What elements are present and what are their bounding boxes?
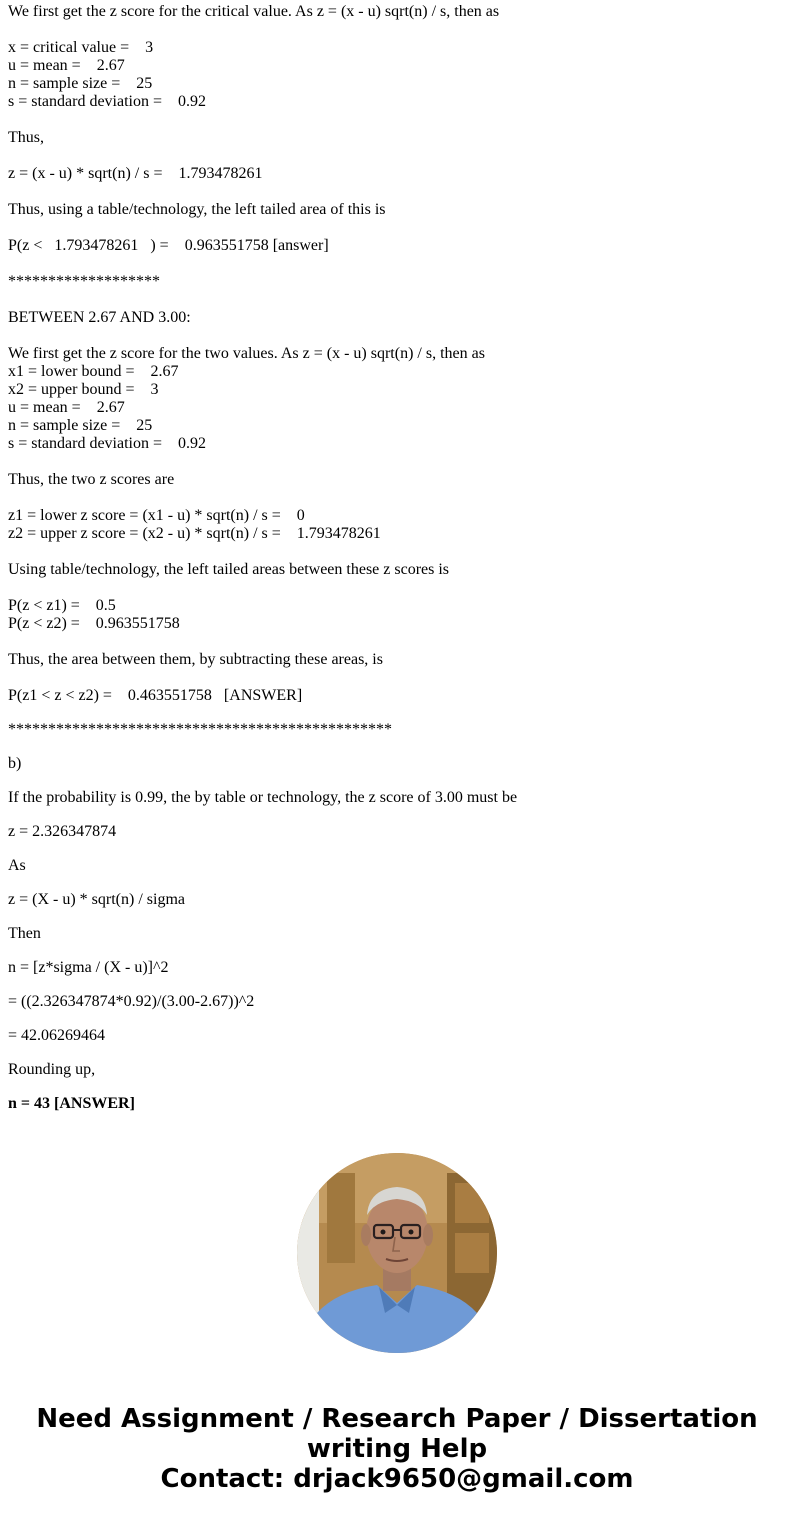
between-inputs — [8, 363, 778, 453]
probability-answer-line: P(z < 1.793478261 ) = 0.963551758 [answer] — [8, 237, 329, 254]
left-tail-text: Thus, using a table/technology, the left tailed area of this is — [8, 201, 386, 218]
p-z1-line: P(z < z1) = 0.5 — [8, 597, 116, 614]
z-score-line: z = (x - u) * sqrt(n) / s = 1.793478261 — [8, 165, 263, 182]
calculation-line: = ((2.326347874*0.92)/(3.00-2.67))^2 — [8, 993, 255, 1010]
result-line: = 42.06269464 — [8, 1027, 106, 1044]
separator-short: ******************* — [8, 273, 160, 290]
lower-z-score-line: z1 = lower z score = (x1 - u) * sqrt(n) / s = 0 — [8, 507, 305, 524]
n-formula-line: n = [z*sigma / (X - u)]^2 — [8, 959, 169, 976]
left-areas-block — [8, 597, 778, 633]
subtract-areas-text: Thus, the area between them, by subtracting these areas, is — [8, 651, 383, 668]
thus-text: Thus, — [8, 129, 44, 146]
upper-bound-line: x2 = upper bound = 3 — [8, 381, 159, 398]
banner-contact-line: Contact: drjack9650@gmail.com — [160, 1464, 634, 1494]
banner-line-1: Need Assignment / Research Paper / Dissertation — [36, 1404, 758, 1434]
solution-document — [8, 3, 778, 1113]
final-answer-line: n = 43 [ANSWER] — [8, 1095, 135, 1112]
std-dev-line-2: s = standard deviation = 0.92 — [8, 435, 207, 452]
z-value-line: z = 2.326347874 — [8, 823, 117, 840]
using-table-text: Using table/technology, the left tailed areas between these z scores is — [8, 561, 450, 578]
z-formula-line: z = (X - u) * sqrt(n) / sigma — [8, 891, 185, 908]
between-answer-line: P(z1 < z < z2) = 0.463551758 [ANSWER] — [8, 687, 303, 704]
critical-value-line: x = critical value = 3 — [8, 39, 154, 56]
std-dev-line: s = standard deviation = 0.92 — [8, 93, 207, 110]
z-scores-block — [8, 507, 778, 543]
mean-line: u = mean = 2.67 — [8, 57, 125, 74]
critical-value-inputs — [8, 39, 778, 111]
sample-size-line-2: n = sample size = 25 — [8, 417, 153, 434]
rounding-text: Rounding up, — [8, 1061, 96, 1078]
p-z2-line: P(z < z2) = 0.963551758 — [8, 615, 180, 632]
probability-statement: If the probability is 0.99, the by table or technology, the z score of 3.00 must be — [8, 789, 518, 806]
help-banner — [0, 1404, 794, 1494]
part-b-heading: b) — [8, 755, 22, 772]
sample-size-line: n = sample size = 25 — [8, 75, 153, 92]
upper-z-score-line: z2 = upper z score = (x2 - u) * sqrt(n) / s = 1.793478261 — [8, 525, 381, 542]
as-text: As — [8, 857, 26, 874]
then-text: Then — [8, 925, 41, 942]
between-heading: BETWEEN 2.67 AND 3.00: — [8, 309, 191, 326]
intro-two-values: We first get the z score for the two values. As z = (x - u) sqrt(n) / s, then as — [8, 345, 485, 362]
lower-bound-line: x1 = lower bound = 2.67 — [8, 363, 179, 380]
mean-line-2: u = mean = 2.67 — [8, 399, 125, 416]
intro-text: We first get the z score for the critical value. As z = (x - u) sqrt(n) / s, then as — [8, 3, 500, 20]
author-portrait-icon — [297, 1153, 497, 1353]
separator-long: ************************************************ — [8, 721, 392, 738]
two-z-scores-text: Thus, the two z scores are — [8, 471, 175, 488]
banner-line-2: writing Help — [306, 1434, 488, 1464]
author-avatar — [297, 1153, 497, 1353]
